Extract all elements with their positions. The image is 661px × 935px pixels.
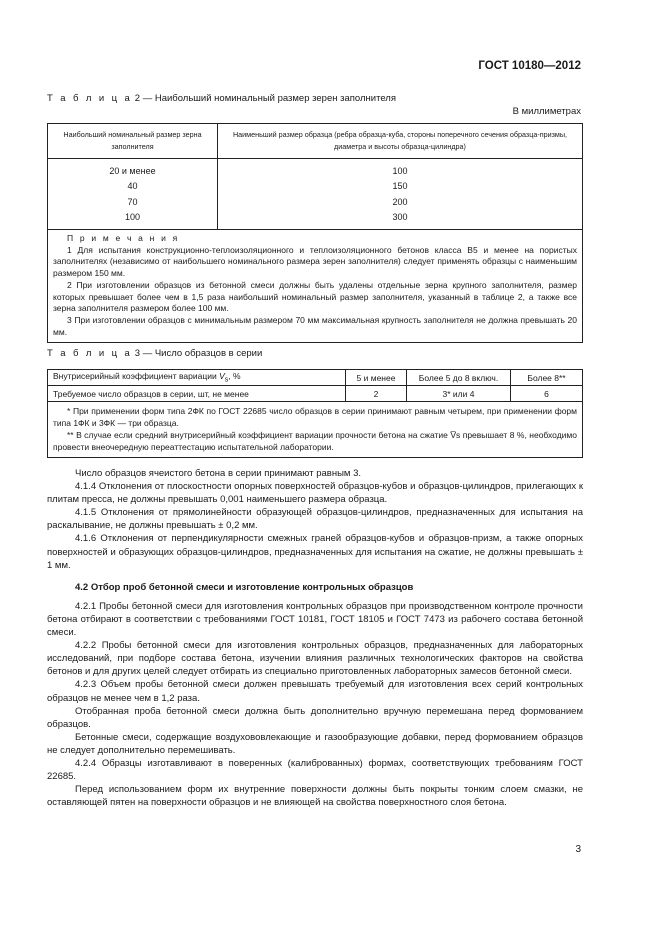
paragraph-4-1-6: 4.1.6 Отклонения от перпендикулярности смежных граней образцов-кубов и образцов-призм, а также опорных поверхностей и образующих образцов-цилиндров, предназначенных для испытания на сжатие, не должны превышать ± 1 мм. (47, 533, 583, 571)
sample-size-cell: 150 (218, 179, 583, 195)
footnote-1: * При применении форм типа 2ФК по ГОСТ 22685 число образцов в серии принимают равным четырем, при применении форм типа 1ФК и 3ФК — три образца. (53, 406, 577, 428)
body-text (47, 467, 583, 809)
table3-caption (47, 348, 262, 359)
sample-count-cell: 2 (346, 386, 407, 402)
table2-caption (47, 93, 396, 104)
table2-units: В миллиметрах (512, 106, 581, 117)
paragraph-4-2-2: 4.2.2 Пробы бетонной смеси для изготовления контрольных образцов, предназначенных для лабораторных исследований, при подборе состава бетона, изучении влияния различных технологических факторов на свойства бетонов и для других целей следует отбирать из специально приготовленных лабораторных замесов бетонной смеси. (47, 640, 583, 678)
note-2: 2 При изготовлении образцов из бетонной смеси должны быть удалены отдельные зерна крупного заполнителя, размер которых превышает более чем в 1,5 раза наибольший номинальный размер заполнителя, указанный в таблице 2, а также все зерна заполнителя размером более 100 мм. (53, 279, 577, 314)
table2-label: Т а б л и ц а (47, 93, 133, 104)
paragraph: Число образцов ячеистого бетона в серии принимают равным 3. (75, 468, 361, 479)
variation-label-cell (48, 370, 346, 386)
variation-symbol: V (219, 371, 225, 382)
table3-label: Т а б л и ц а (47, 348, 133, 359)
table-row (48, 210, 583, 230)
grain-size-cell: 100 (48, 210, 218, 230)
section-heading-4-2: 4.2 Отбор проб бетонной смеси и изготовление контрольных образцов (75, 581, 414, 593)
grain-size-cell: 20 и менее (48, 159, 218, 179)
variation-range-cell: 5 и менее (346, 370, 407, 386)
paragraph-4-2-1: 4.2.1 Пробы бетонной смеси для изготовления контрольных образцов при производственном контроле прочности бетона отбирают в соответствии с требованиями ГОСТ 10181, ГОСТ 18105 и ГОСТ 7473 из рабочего состава бетонной смеси. (47, 600, 583, 639)
table3-title: 3 — Число образцов в серии (134, 348, 263, 359)
table2 (47, 123, 583, 343)
paragraph-4-2-4: 4.2.4 Образцы изготавливают в поверенных (калиброванных) формах, соответствующих требованиям ГОСТ 22685. (47, 757, 583, 783)
variation-range-cell: Более 8** (511, 370, 583, 386)
grain-size-cell: 70 (48, 194, 218, 210)
table-row (48, 386, 583, 402)
notes-title: П р и м е ч а н и я (67, 233, 180, 243)
variation-range-cell: Более 5 до 8 включ. (407, 370, 511, 386)
paragraph-4-2-3: 4.2.3 Объем пробы бетонной смеси должен превышать требуемый для изготовления всех серий контрольных образцов не менее чем в 1,2 раза. (47, 679, 583, 704)
paragraph-4-1-4: 4.1.4 Отклонения от плоскостности опорных поверхностей образцов-кубов и образцов-цилиндров, прилегающих к плитам пресса, не должны превышать 0,001 наименьшего размера образца. (47, 481, 583, 506)
table2-title: 2 — Наибольший номинальный размер зерен заполнителя (134, 93, 396, 104)
footnote-2: ** В случае если средний внутрисерийный коэффициент вариации прочности бетона на сжатие V̅s превышает 8 %, необходимо провести внеочередную переаттестацию испытательной лаборатории. (53, 430, 577, 452)
document-header: ГОСТ 10180—2012 (478, 60, 581, 72)
sample-size-cell: 300 (218, 210, 583, 230)
table2-header-row (48, 124, 583, 159)
table3-footnotes-row (48, 402, 583, 458)
table-row (48, 159, 583, 179)
sample-size-cell: 200 (218, 194, 583, 210)
note-1: 1 Для испытания конструкционно-теплоизоляционного и теплоизоляционного бетонов класса В5 и менее на пористых заполнителях (независимо от наибольшего номинального размера зерен заполнителя) следует применять образцы с наименьшим размером 150 мм. (53, 244, 577, 279)
table3-footnotes (48, 402, 583, 458)
table-row (48, 179, 583, 195)
table3 (47, 369, 583, 458)
sample-count-label: Требуемое число образцов в серии, шт, не менее (48, 386, 346, 402)
table2-col2-header: Наименьший размер образца (ребра образца-куба, стороны поперечного сечения образца-призмы, диаметра и высоты образца-цилиндра) (218, 124, 583, 159)
paragraph: Перед использованием форм их внутренние поверхности должны быть покрыты тонким слоем смазки, не оставляющей пятен на поверхности образцов и не влияющей на свойства поверхностного слоя бетона. (47, 784, 583, 809)
paragraph: Отобранная проба бетонной смеси должна быть дополнительно вручную перемешана перед формованием образцов. (47, 705, 583, 730)
page-number: 3 (575, 844, 581, 855)
grain-size-cell: 40 (48, 179, 218, 195)
table2-notes (48, 230, 583, 343)
table2-notes-row (48, 230, 583, 343)
table-row (48, 194, 583, 210)
variation-unit: , % (228, 371, 241, 382)
table-row (48, 370, 583, 386)
variation-label: Внутрисерийный коэффициент вариации (53, 371, 217, 382)
variation-subscript: s (224, 375, 229, 384)
sample-count-cell: 3* или 4 (407, 386, 511, 402)
table2-col1-header: Наибольший номинальный размер зерна заполнителя (48, 124, 218, 159)
sample-count-cell: 6 (511, 386, 583, 402)
paragraph: Бетонные смеси, содержащие воздухововлекающие и газообразующие добавки, перед формованием образцов не следует дополнительно перемешивать. (47, 731, 583, 756)
sample-size-cell: 100 (218, 159, 583, 179)
paragraph-4-1-5: 4.1.5 Отклонения от прямолинейности образующей образцов-цилиндров, предназначенных для испытания на раскалывание, не должны превышать ± 0,2 мм. (47, 507, 583, 532)
note-3: 3 При изготовлении образцов с минимальным размером 70 мм максимальная крупность заполнителя не должна превышать 20 мм. (53, 314, 577, 337)
